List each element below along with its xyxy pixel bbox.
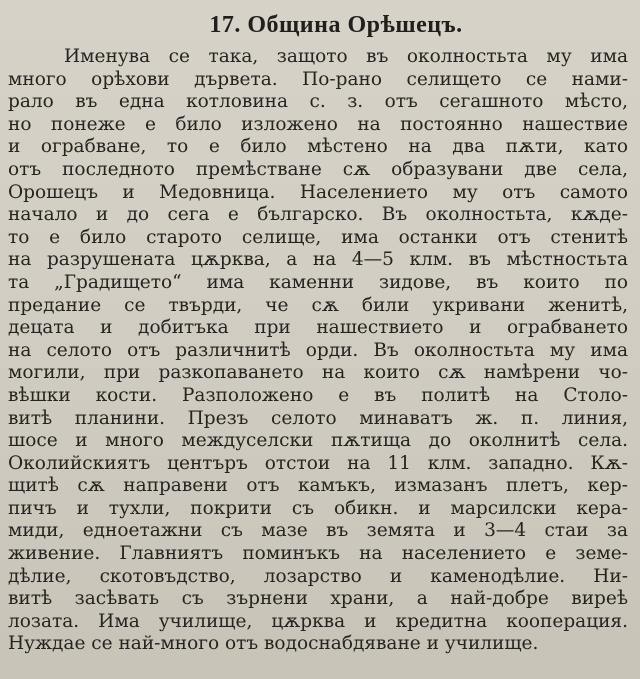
text-line: отъ последното премѣстване сѫ образувани две села, bbox=[8, 158, 628, 180]
text-line: витѣ засѣвать съ зърнени храни, а най-добре виреѣ bbox=[8, 588, 628, 610]
text-line: витѣ планини. Презъ селото минаватъ ж. п. линия, bbox=[8, 407, 628, 429]
text-line: щитѣ сѫ направени отъ камъкъ, измазанъ плетъ, кер- bbox=[8, 475, 628, 497]
text-line: дѣлие, скотовъдство, лозарство и каменодѣлие. Ни- bbox=[8, 565, 628, 587]
text-line: пичъ и тухли, покрити съ обикн. и марсилски кера- bbox=[8, 497, 628, 519]
text-line: и ограбване, то е било мѣстено на два пѫти, като bbox=[8, 136, 628, 158]
text-line: могили, при разкопаването на които сѫ намѣрени чо- bbox=[8, 362, 628, 384]
page-title: 17. Община Орѣшецъ. bbox=[209, 12, 463, 38]
text-line: то е било старото селище, има останки отъ стенитѣ bbox=[8, 226, 628, 248]
text-line: на селото отъ различнитѣ орди. Въ околностьта му има bbox=[8, 339, 628, 361]
text-line: Околийскиятъ центъръ отстои на 11 клм. западно. Кѫ- bbox=[8, 452, 628, 474]
text-line: лозата. Има училище, цѫрква и кредитна кооперация. bbox=[8, 610, 628, 632]
article-body bbox=[8, 46, 628, 656]
text-line: вѣшки кости. Разположено е въ политѣ на Столо- bbox=[8, 384, 628, 406]
text-line: шосе и много междуселски пѫтища до околнитѣ села. bbox=[8, 430, 628, 452]
text-line: много орѣхови дървета. По-рано селището се нами- bbox=[8, 68, 628, 90]
text-line: на разрушената цѫрква, а на 4—5 клм. въ мѣстностьта bbox=[8, 249, 628, 271]
text-line: Нуждае се най-много отъ водоснабдяване и училище. bbox=[8, 633, 539, 655]
text-line: начало и до сега е българско. Въ околностьта, кѫде- bbox=[8, 204, 628, 226]
text-line: децата и добитъка при нашествието и ограбването bbox=[8, 317, 628, 339]
text-line: Орошецъ и Медовница. Населението му отъ самото bbox=[8, 181, 628, 203]
text-line: рало въ една котловина с. з. отъ сегашното мѣсто, bbox=[8, 91, 628, 113]
text-line: миди, едноетажни съ мазе въ земята и 3—4 стаи за bbox=[8, 520, 628, 542]
text-line: живение. Главниятъ поминъкъ на населението е земе- bbox=[8, 543, 628, 565]
text-line: но понеже е било изложено на постоянно нашествие bbox=[8, 113, 628, 135]
text-line: та „Градището“ има каменни зидове, въ които по bbox=[8, 271, 628, 293]
text-line: предание се твърди, че сѫ били укривани женитѣ, bbox=[8, 294, 628, 316]
text-line: Именува се така, защото въ околностьта му има bbox=[64, 46, 628, 67]
